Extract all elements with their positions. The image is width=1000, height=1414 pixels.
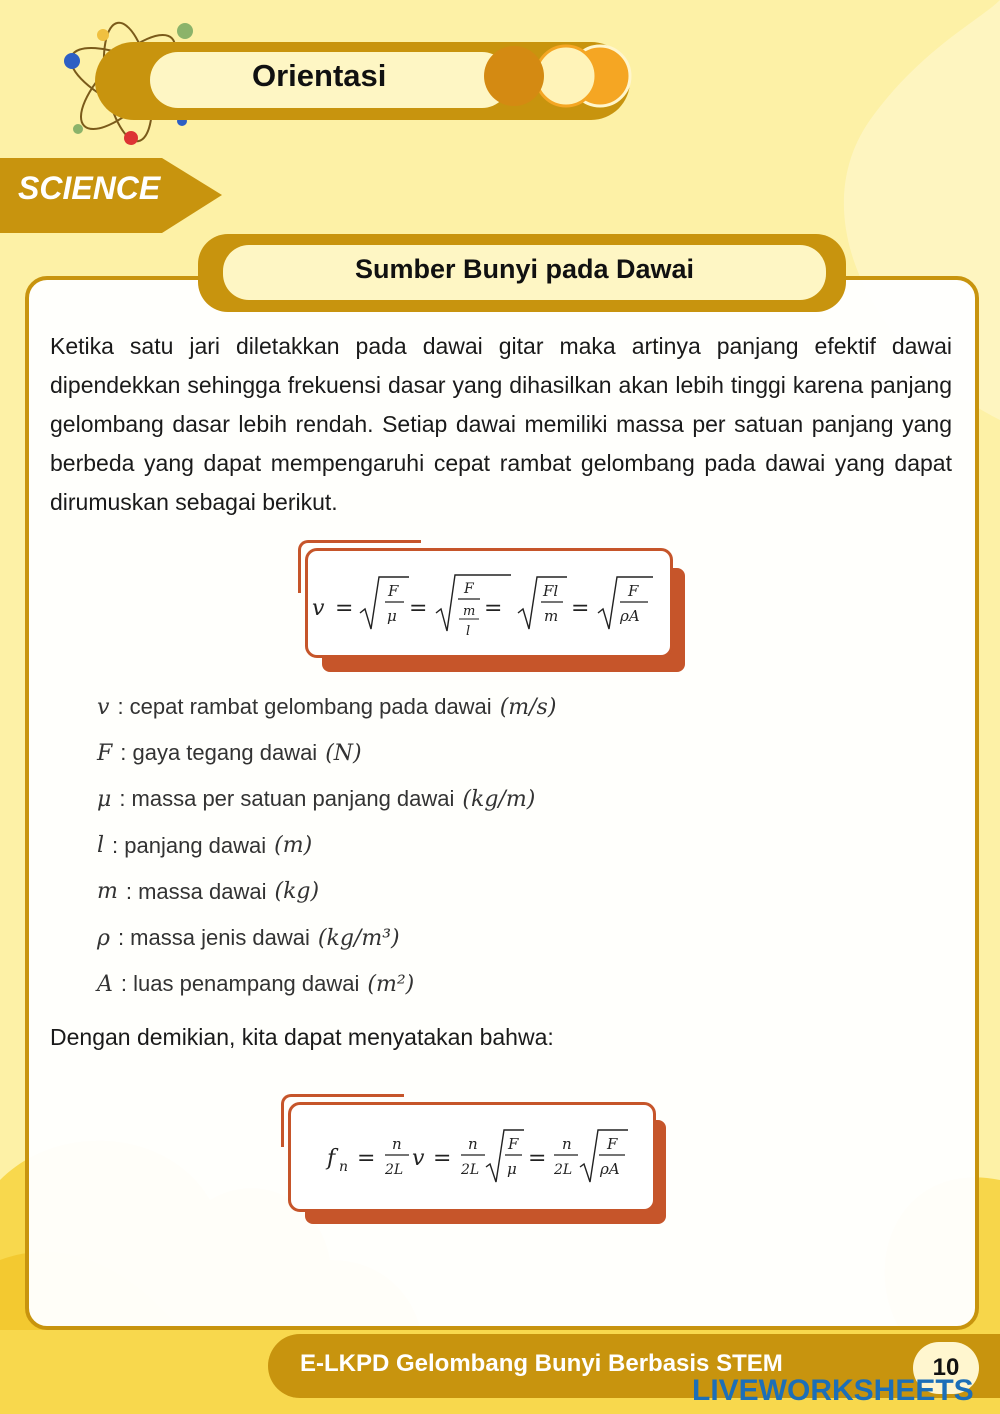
liveworksheets-watermark: LIVEWORKSHEETS [692, 1374, 974, 1407]
f2-r1-num: F [508, 1135, 519, 1153]
f1-t4-num: F [628, 582, 639, 600]
circles-decoration [484, 44, 640, 108]
legend-item: l : panjang dawai (m) [97, 832, 313, 859]
f2-r2-den: ρA [600, 1160, 620, 1178]
f1-t3-num: Fl [543, 582, 559, 600]
f2-c1-den: 2L [385, 1162, 404, 1178]
f1-eq: = [335, 596, 354, 621]
footer-title: E-LKPD Gelombang Bunyi Berbasis STEM [300, 1350, 783, 1377]
legend-item: F : gaya tegang dawai (N) [97, 740, 362, 766]
formula2-frame [288, 1102, 656, 1212]
svg-text:=: = [571, 596, 590, 621]
legend-item: v : cepat rambat gelombang pada dawai (m/s) [97, 694, 557, 720]
formula2 [291, 1105, 653, 1209]
svg-text:n: n [468, 1135, 478, 1153]
f1-lhs: v [312, 596, 325, 621]
svg-text:2L: 2L [461, 1162, 480, 1178]
section-title: Sumber Bunyi pada Dawai [354, 254, 695, 284]
legend-item: A : luas penampang dawai (m²) [97, 971, 415, 997]
legend-item: μ : massa per satuan panjang dawai (kg/m) [97, 786, 536, 812]
svg-text:n: n [562, 1135, 572, 1153]
legend-item: m : massa dawai (kg) [97, 878, 320, 905]
header-title: Orientasi [252, 58, 387, 93]
f1-t1-num: F [388, 582, 399, 600]
svg-text:=: = [357, 1146, 376, 1171]
svg-text:2L: 2L [554, 1162, 573, 1178]
formula1 [308, 551, 670, 655]
f1-t2-num: F [464, 581, 474, 597]
f1-t2-den-den: l [466, 624, 471, 639]
f2-r2-num: F [607, 1135, 618, 1153]
svg-text:=: = [484, 596, 503, 621]
svg-text:=: = [433, 1146, 452, 1171]
f1-t4-den: ρA [620, 607, 640, 625]
f2-r1-den: μ [507, 1160, 517, 1178]
svg-text:=: = [528, 1146, 547, 1171]
f2-lhs: f [327, 1146, 336, 1171]
f2-v: v [412, 1146, 425, 1171]
f1-t3-den: m [544, 607, 559, 625]
conclusion-text: Dengan demikian, kita dapat menyatakan bahwa: [50, 1024, 554, 1050]
intro-paragraph: Ketika satu jari diletakkan pada dawai gitar maka artinya panjang efektif dawai dipendekkan sehingga frekuensi dasar yang dihasilkan akan lebih tinggi karena panjang gelombang dasar lebih rendah. Setiap dawai memiliki massa per satuan panjang yang berbeda yang dapat mempengaruhi cepat rambat gelombang pada dawai yang dapat dirumuskan sebagai berikut. [50, 333, 952, 515]
legend-item: ρ : massa jenis dawai (kg/m³) [97, 925, 400, 951]
variable-legend [97, 684, 556, 1007]
sqrt-sign-1 [360, 577, 409, 629]
f2-c1-num: n [392, 1135, 402, 1153]
f2-lhs-sub: n [339, 1159, 349, 1175]
formula1-frame [305, 548, 673, 658]
f1-t1-den: μ [387, 607, 397, 625]
page-number: 10 [913, 1342, 979, 1394]
f1-t2-den-num: m [463, 604, 476, 619]
svg-text:=: = [409, 596, 428, 621]
science-label: SCIENCE [18, 170, 161, 206]
